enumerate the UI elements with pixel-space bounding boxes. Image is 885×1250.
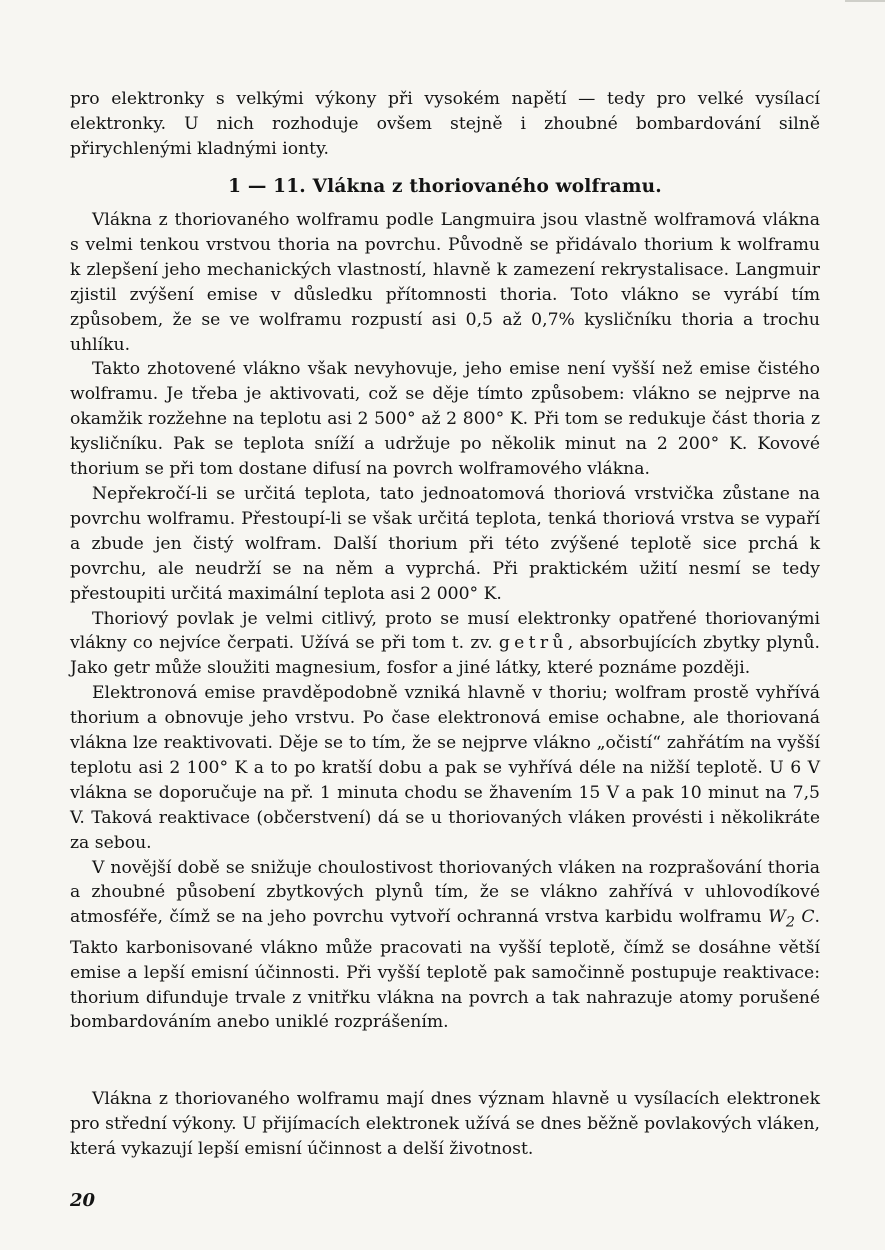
- body-paragraph-2: Takto zhotovené vlákno však nevyhovuje, jeho emise není vyšší než emise čistého wolframu. Je třeba je aktivovati, což se děje tímto způsobem: vlákno se nejprve na okamžik rozžehne na teplotu asi 2 500° až 2 800° K. Při tom se redukuje část thoria z kysličníku. Pak se teplota sníží a udržuje po několik minut na 2 200° K. Kovové thorium se při tom dostane difusí na povrch wolframového vlákna.: [70, 359, 820, 480]
- section-heading: 1 — 11. Vlákna z thoriovaného wolframu.: [228, 176, 662, 197]
- section-body: [70, 208, 820, 1035]
- carbide-paragraph-start: V novější době se snižuje choulostivost thoriovaných vláken na rozprašování thoria a zhoubné působení zbytkových plynů tím, že se vlákno zahřívá v uhlovodíkové atmosféře, čímž se na jeho povrchu vytvoří ochranná vrstva karbidu wolframu: [70, 857, 820, 928]
- intro-paragraph-block: [70, 87, 820, 162]
- carbide-formula: [768, 907, 815, 931]
- body-paragraph-5: Elektronová emise pravděpodobně vzniká hlavně v thoriu; wolfram prostě vyhřívá thorium a obnovuje jeho vrstvu. Po čase elektronová emise ochabne, ale thoriovaná vlákna lze reaktivovati. Děje se to tím, že se nejprve vlákno „očistí“ zahřátím na vyšší teplotu asi 2 100° K a to po kratší dobu a pak se vyhřívá déle na nižší teplotě. U 6 V vlákna se doporučuje na př. 1 minuta chodu se žhavením 15 V a pak 10 minut na 7,5 V. Taková reaktivace (občerstvení) dá se u thoriovaných vláken provésti i několikráte za sebou.: [70, 683, 820, 853]
- body-paragraph-4: [70, 607, 820, 682]
- body-paragraph-1: Vlákna z thoriovaného wolframu podle Langmuira jsou vlastně wolframová vlákna s velmi tenkou vrstvou thoria na povrchu. Původně se přidávalo thorium k wolframu k zlepšení jeho mechanických vlastností, hlavně k zamezení rekrystalisace. Langmuir zjistil zvýšení emise v důsledku přítomnosti thoria. Toto vlákno se vyrábí tím způsobem, že se ve wolframu rozpustí asi 0,5 až 0,7% kysličníku thoria a trochu uhlíku.: [70, 210, 820, 355]
- intro-paragraph: pro elektronky s velkými výkony při vysokém napětí — tedy pro velké vysílací elektronky. U nich rozhoduje ovšem stejně i zhoubné bombardování silně přirychlenými kladnými ionty.: [70, 89, 820, 159]
- formula-tail: C: [794, 907, 815, 928]
- formula-symbol: W: [768, 907, 786, 928]
- body-paragraph-3: Nepřekročí-li se určitá teplota, tato jednoatomová thoriová vrstvička zůstane na povrchu wolframu. Přestoupí-li se však určitá teplota, tenká thoriová vrstva se vypaří a zbude jen čistý wolfram. Další thorium při této zvýšené teplotě sice prchá k povrchu, ale neudrží se na něm a vyprchá. Při praktickém užití nesmí se tedy přestoupiti určitá maximální teplota asi 2 000° K.: [70, 483, 820, 604]
- getr-paragraph-start: Thoriový povlak je velmi citlivý, proto se musí elektronky opatřené thoriovanými vlákny co nejvíce čerpati. Užívá se při tom t. zv.: [70, 608, 820, 654]
- body-paragraph-6: [70, 856, 820, 1036]
- formula-subscript: 2: [785, 914, 795, 931]
- page-edge-mark: [845, 0, 885, 2]
- carbide-paragraph-end: . Takto karbonisované vlákno může pracovati na vyšší teplotě, čímž se dosáhne větší emise a lepší emisní účinnosti. Při vyšší teplotě pak samočinně postupuje reaktivace: thorium difunduje trvale z vnitřku vlákna na povrch a tak nahrazuje atomy porušené bombardováním anebo uniklé rozprášením.: [70, 907, 820, 1033]
- getr-term: getrů: [498, 633, 568, 654]
- getr-paragraph-end: , absorbujících zbytky plynů. Jako getr může sloužiti magnesium, fosfor a jiné látky, které poznáme později.: [70, 633, 820, 679]
- page-number: 20: [70, 1190, 96, 1211]
- closing-paragraph: Vlákna z thoriovaného wolframu mají dnes význam hlavně u vysílacích elektronek pro střední výkony. U přijímacích elektronek užívá se dnes běžně povlakových vláken, která vykazují lepší emisní účinnost a delší životnost.: [70, 1089, 820, 1159]
- closing-paragraph-block: [70, 1087, 820, 1162]
